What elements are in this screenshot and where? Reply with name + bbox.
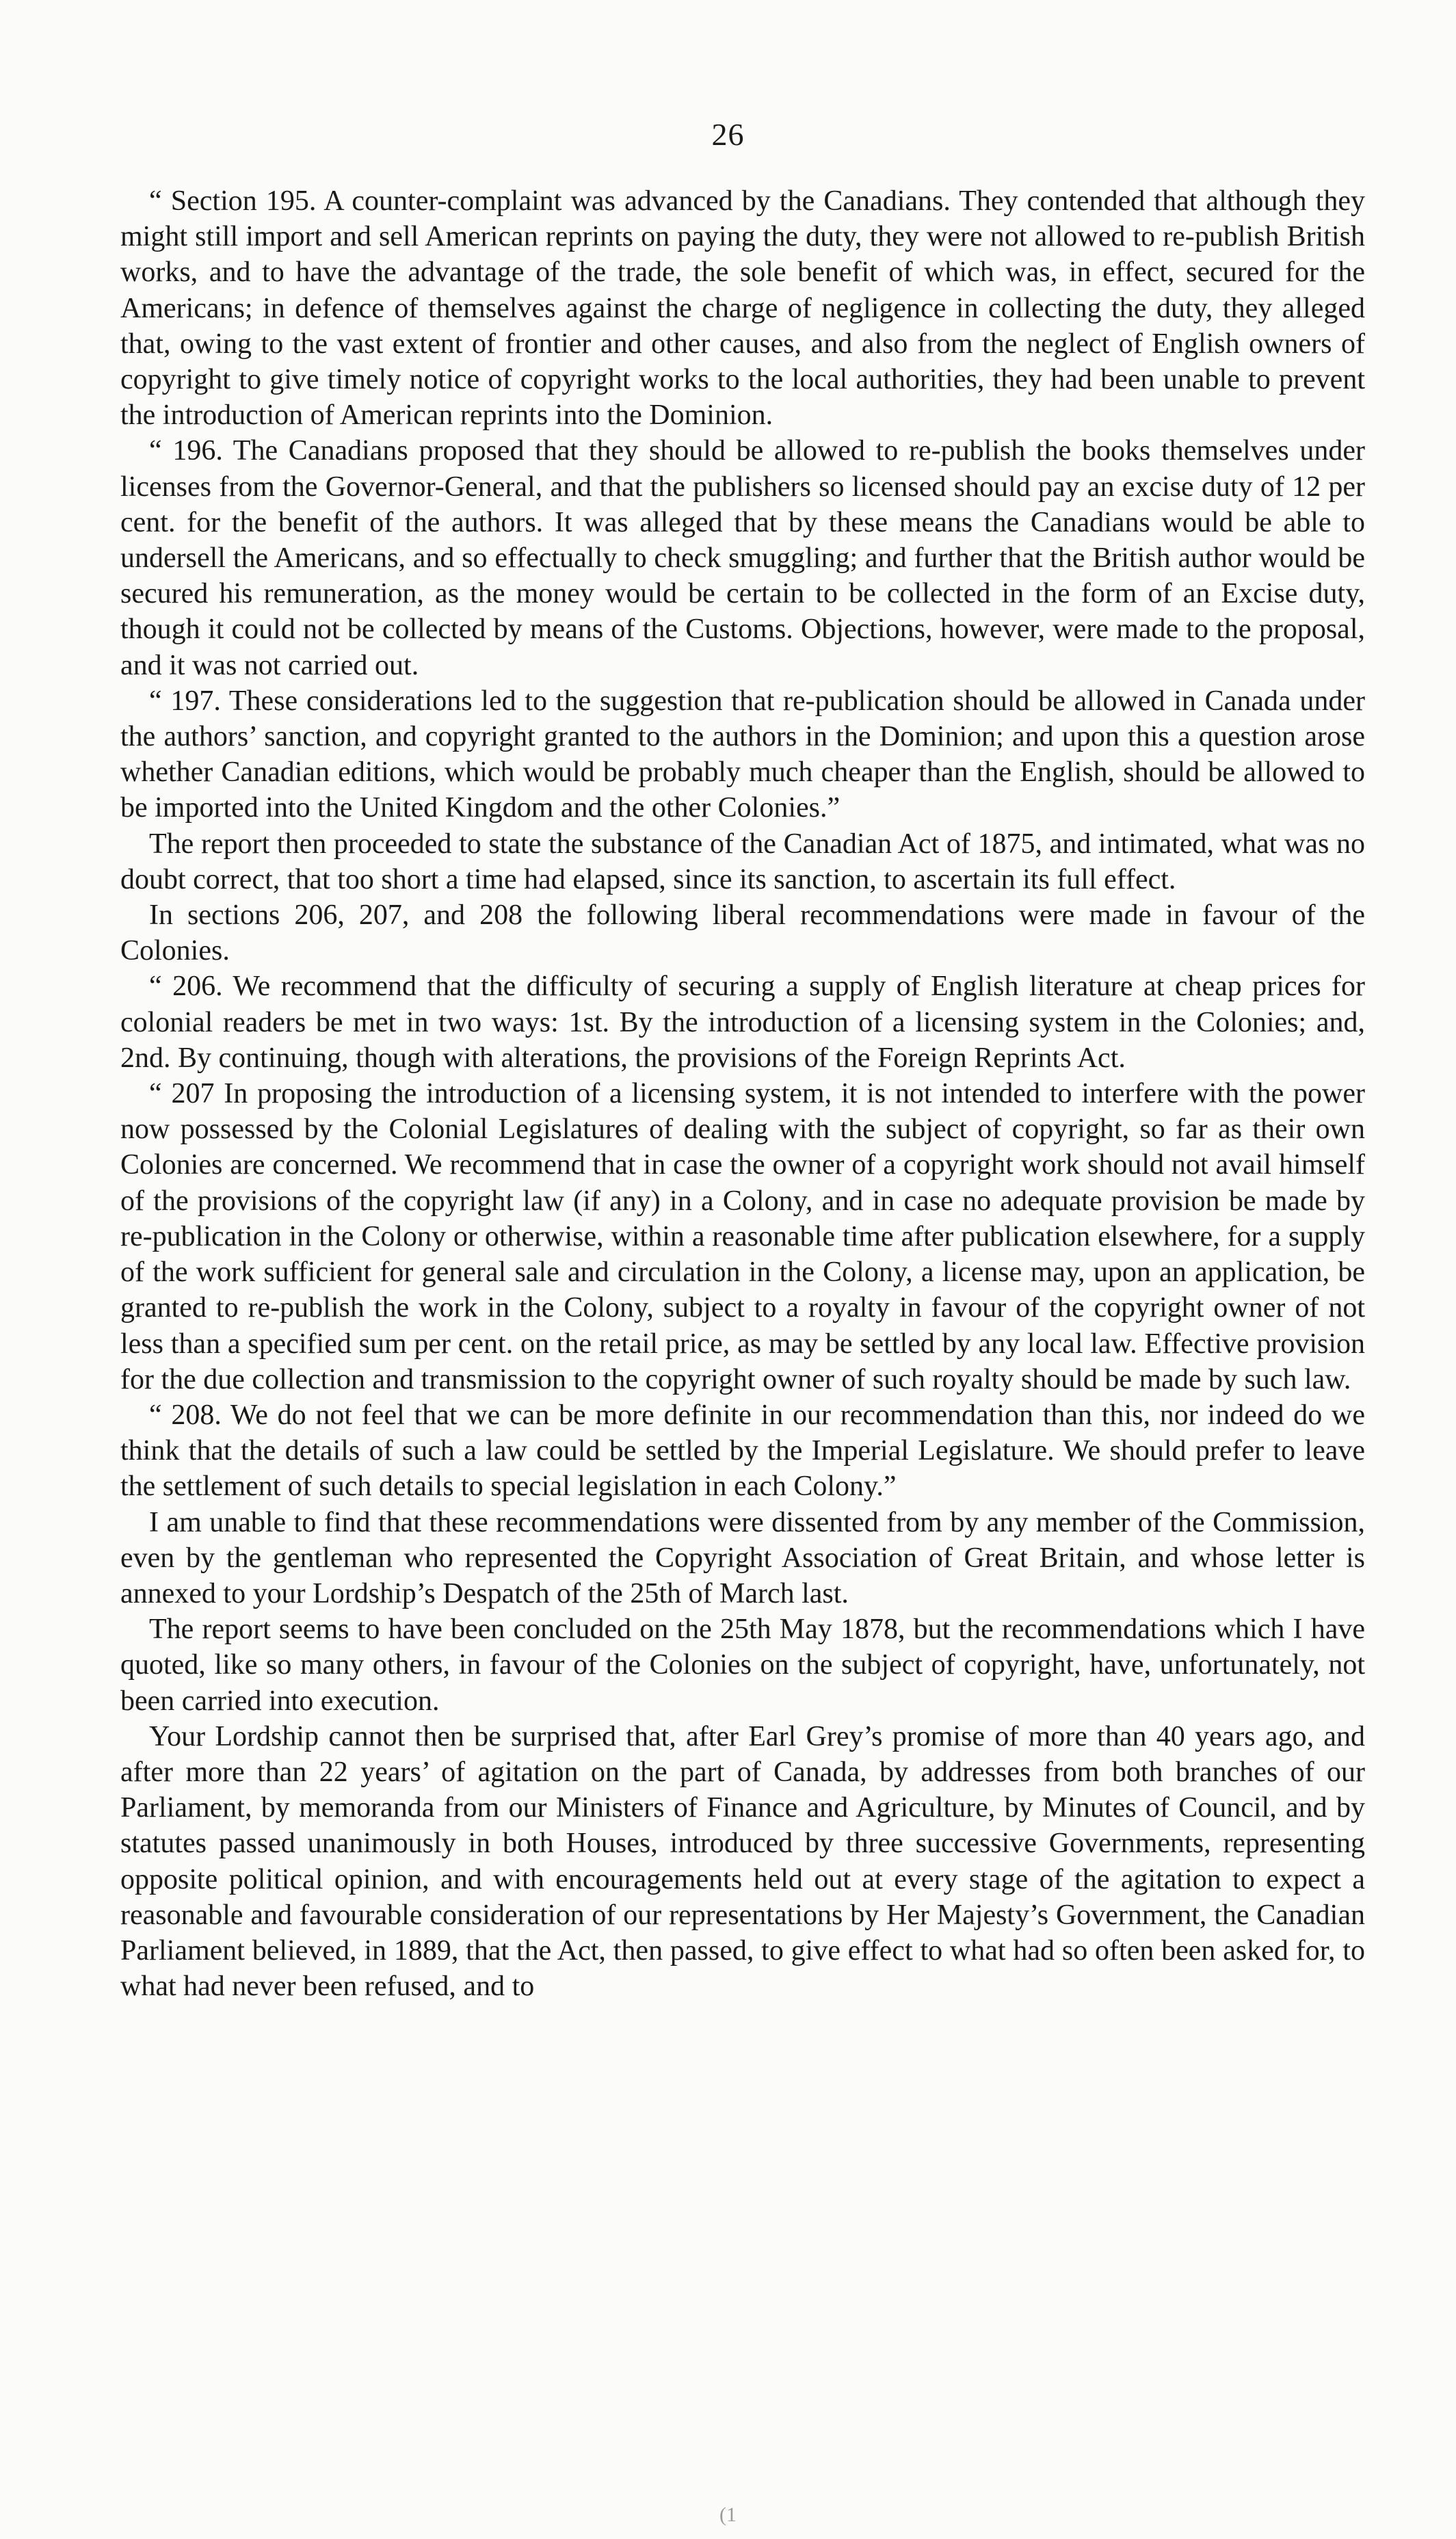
body-text [120,183,1365,2004]
paragraph-section-206: “ 206. We recommend that the difficulty of securing a supply of English literature at cheap prices for colonial readers be met in two ways: 1st. By the introduction of a licensing system in the Colonies; and, 2nd. By continuing, though with alterations, the provisions of the Foreign Reprints Act. [120,971,1365,1074]
page-number: 26 [711,117,745,152]
paragraph-section-208: “ 208. We do not feel that we can be more definite in our recommendation than this, nor indeed do we think that the details of such a law could be settled by the Imperial Legislature. We should prefer to leave the settlement of such details to special legislation in each Colony.” [120,1399,1365,1503]
paragraph-recommendations-intro: In sections 206, 207, and 208 the following liberal recommendations were made in favour of the Colonies. [120,899,1365,967]
paragraph-section-195: “ Section 195. A counter-complaint was advanced by the Canadians. They contended that although they might still import and sell American reprints on paying the duty, they were not allowed to re-publish British works, and to have the advantage of the trade, the sole benefit of which was, in effect, secured for the Americans; in defence of themselves against the charge of negligence in collecting the duty, they alleged that, owing to the vast extent of frontier and other causes, and also from the neglect of English owners of copyright to give timely notice of copyright works to the local authorities, they had been unable to prevent the introduction of American reprints into the Dominion. [120,185,1365,432]
paragraph-lordship-appeal: Your Lordship cannot then be surprised that, after Earl Grey’s promise of more than 40 years ago, and after more than 22 years’ of agitation on the part of Canada, by addresses from both branches of our Parliament, by memoranda from our Ministers of Finance and Agriculture, by Minutes of Council, and by statutes passed unanimously in both Houses, introduced by three successive Governments, representing opposite political opinion, and with encouragements held out at every stage of the agitation to expect a reasonable and favourable consideration of our representations by Her Majesty’s Government, the Canadian Parliament believed, in 1889, that the Act, then passed, to give effect to what had so often been asked for, to what had never been refused, and to [120,1720,1365,2003]
paragraph-report-conclusion: The report seems to have been concluded on the 25th May 1878, but the recommendations which I have quoted, like so many others, in favour of the Colonies on the subject of copyright, have, unfortunately, not been carried into execution. [120,1614,1365,1717]
paragraph-report-substance: The report then proceeded to state the substance of the Canadian Act of 1875, and intimated, what was no doubt correct, that too short a time had elapsed, since its sanction, to ascertain its full effect. [120,828,1365,895]
footer-mark: (1 [719,2503,737,2526]
paragraph-section-196: “ 196. The Canadians proposed that they should be allowed to re-publish the books themselves under licenses from the Governor-General, and that the publishers so licensed should pay an excise duty of 12 per cent. for the benefit of the authors. It was alleged that by these means the Canadians would be able to undersell the Americans, and so effectually to check smuggling; and further that the British author would be secured his remuneration, as the money would be certain to be collected in the form of an Excise duty, though it could not be collected by means of the Customs. Objections, however, were made to the proposal, and it was not carried out. [120,435,1365,681]
paragraph-section-207: “ 207 In proposing the introduction of a licensing system, it is not intended to interfere with the power now possessed by the Colonial Legislatures of dealing with the subject of copyright, so far as their own Colonies are concerned. We recommend that in case the owner of a copyright work should not avail himself of the provisions of the copyright law (if any) in a Colony, and in case no adequate provision be made by re-publication in the Colony or otherwise, within a reasonable time after publication elsewhere, for a supply of the work sufficient for general sale and circulation in the Colony, a license may, upon an application, be granted to re-publish the work in the Colony, subject to a royalty in favour of the copyright owner of not less than a specified sum per cent. on the retail price, as may be settled by any local law. Effective provision for the due collection and transmission to the copyright owner of such royalty should be made by such law. [120,1078,1365,1395]
paragraph-section-197: “ 197. These considerations led to the suggestion that re-publication should be allowed in Canada under the authors’ sanction, and copyright granted to the authors in the Dominion; and upon this a question arose whether Canadian editions, which would be probably much cheaper than the English, should be allowed to be imported into the United Kingdom and the other Colonies.” [120,685,1365,824]
paragraph-commission-dissent: I am unable to find that these recommendations were dissented from by any member of the Commission, even by the gentleman who represented the Copyright Association of Great Britain, and whose letter is annexed to your Lordship’s Despatch of the 25th of March last. [120,1506,1365,1609]
